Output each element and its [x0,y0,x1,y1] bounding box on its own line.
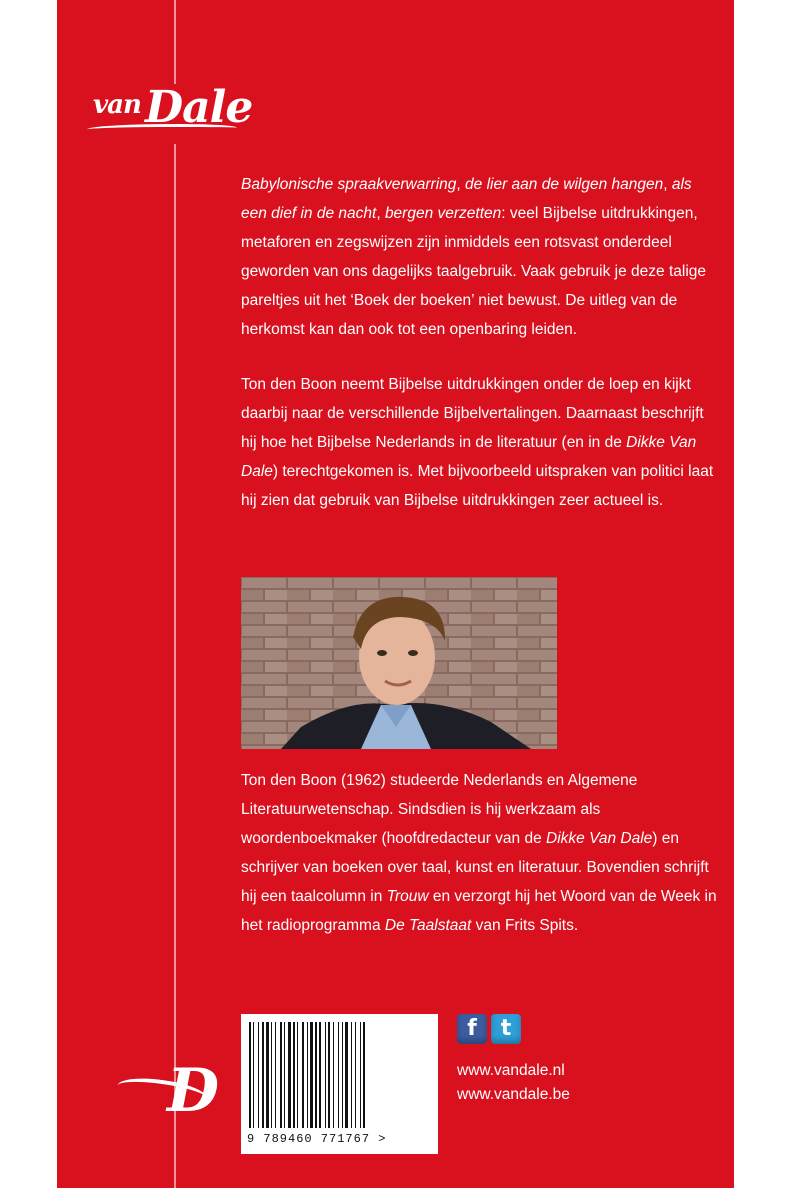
author-photo [241,577,557,749]
logo-dale-text: Dale [145,82,253,133]
author-photo-illustration [241,577,557,749]
website-link-nl[interactable]: www.vandale.nl [457,1062,565,1079]
barcode-bar [315,1022,317,1128]
facebook-icon[interactable]: f [457,1014,487,1044]
barcode-bar [271,1022,272,1128]
barcode-bar [310,1022,313,1128]
bio-text-run: van Frits Spits. [471,917,579,934]
blurb-text-run: , [376,205,385,222]
barcode-bar [297,1022,298,1128]
logo-van-text: van [93,90,141,120]
blurb-text-run: als een dief in de nacht [241,176,692,222]
website-link-be[interactable]: www.vandale.be [457,1086,570,1103]
barcode-bar [355,1022,356,1128]
logo-swash [87,124,237,133]
blurb-text-run: bergen verzetten [384,205,502,222]
monogram-letter: D [167,1056,220,1126]
barcode-bar [319,1022,321,1128]
van-dale-monogram-logo [117,1058,237,1128]
isbn-number: 9 789460 771767 > [247,1132,387,1146]
barcode-bar [360,1022,361,1128]
barcode-bar [288,1022,291,1128]
isbn-barcode [241,1014,438,1154]
van-dale-logo [87,84,267,144]
author-bio [241,766,721,940]
barcode-bar [325,1022,326,1128]
blurb-text-run: ) terechtgekomen is. Met bijvoorbeeld uitspraken van politici laat hij zien dat gebruik van Bijbelse uitdrukkingen zeer actueel is. [241,463,714,509]
author-bio-paragraph [241,766,721,940]
vertical-rule [174,0,176,1188]
barcode-bars [241,1014,438,1132]
barcode-bar [253,1022,254,1128]
barcode-bar [351,1022,352,1128]
blurb-paragraph-2 [241,370,721,515]
blurb-text-run: de lier aan de wilgen hangen [465,176,664,193]
blurb-text-run: : veel Bijbelse uitdrukkingen, metaforen en zegswijzen zijn inmiddels een rotsvast onderdeel geworden van ons dagelijks taalgebruik. Vaak gebruik je deze talige pareltjes uit het ‘Boek der boeken’ niet bewust. De uitleg van de herkomst kan dan ook tot een openbaring leiden. [241,205,707,338]
website-links [457,1059,570,1107]
barcode-bar [333,1022,334,1128]
bio-text-run: Dikke Van Dale [546,830,653,847]
bio-text-run: ) en schrijver van boeken over taal, kunst en literatuur. Bovendien schrijft hij een taalcolumn in [241,830,709,905]
twitter-icon[interactable]: t [491,1014,521,1044]
blurb-text-run: Babylonische spraakverwarring [241,176,457,193]
book-back-cover [57,0,734,1188]
barcode-bar [262,1022,264,1128]
bio-text-run: De Taalstaat [384,917,472,934]
barcode-bar [293,1022,295,1128]
bio-text-run: en verzorgt hij het Woord van de Week in het radioprogramma [241,888,717,934]
blurb-text-run: , [456,176,466,193]
barcode-bar [284,1022,285,1128]
blurb-text-run: Dikke Van Dale [241,434,697,480]
barcode-bar [328,1022,330,1128]
bio-text-run: Ton den Boon (1962) studeerde Nederlands en Algemene Literatuurwetenschap. Sindsdien is hij werkzaam als woordenboekmaker (hoofdredacteur van de [241,772,638,847]
bio-text-run: Trouw [386,888,429,905]
barcode-bar [302,1022,304,1128]
blurb-paragraph-1 [241,170,721,344]
blurb-text [241,170,721,515]
barcode-bar [275,1022,276,1128]
barcode-bar [307,1022,308,1128]
barcode-bar [249,1022,251,1128]
barcode-bar [266,1022,269,1128]
barcode-bar [363,1022,365,1128]
barcode-bar [342,1022,343,1128]
blurb-text-run: , [663,176,672,193]
blurb-text-run: Ton den Boon neemt Bijbelse uitdrukkingen onder de loep en kijkt daarbij naar de verschillende Bijbelvertalingen. Daarnaast beschrijft hij hoe het Bijbelse Nederlands in de literatuur (en in de [241,376,704,451]
barcode-bar [338,1022,339,1128]
barcode-bar [345,1022,348,1128]
barcode-bar [258,1022,259,1128]
barcode-bar [280,1022,282,1128]
